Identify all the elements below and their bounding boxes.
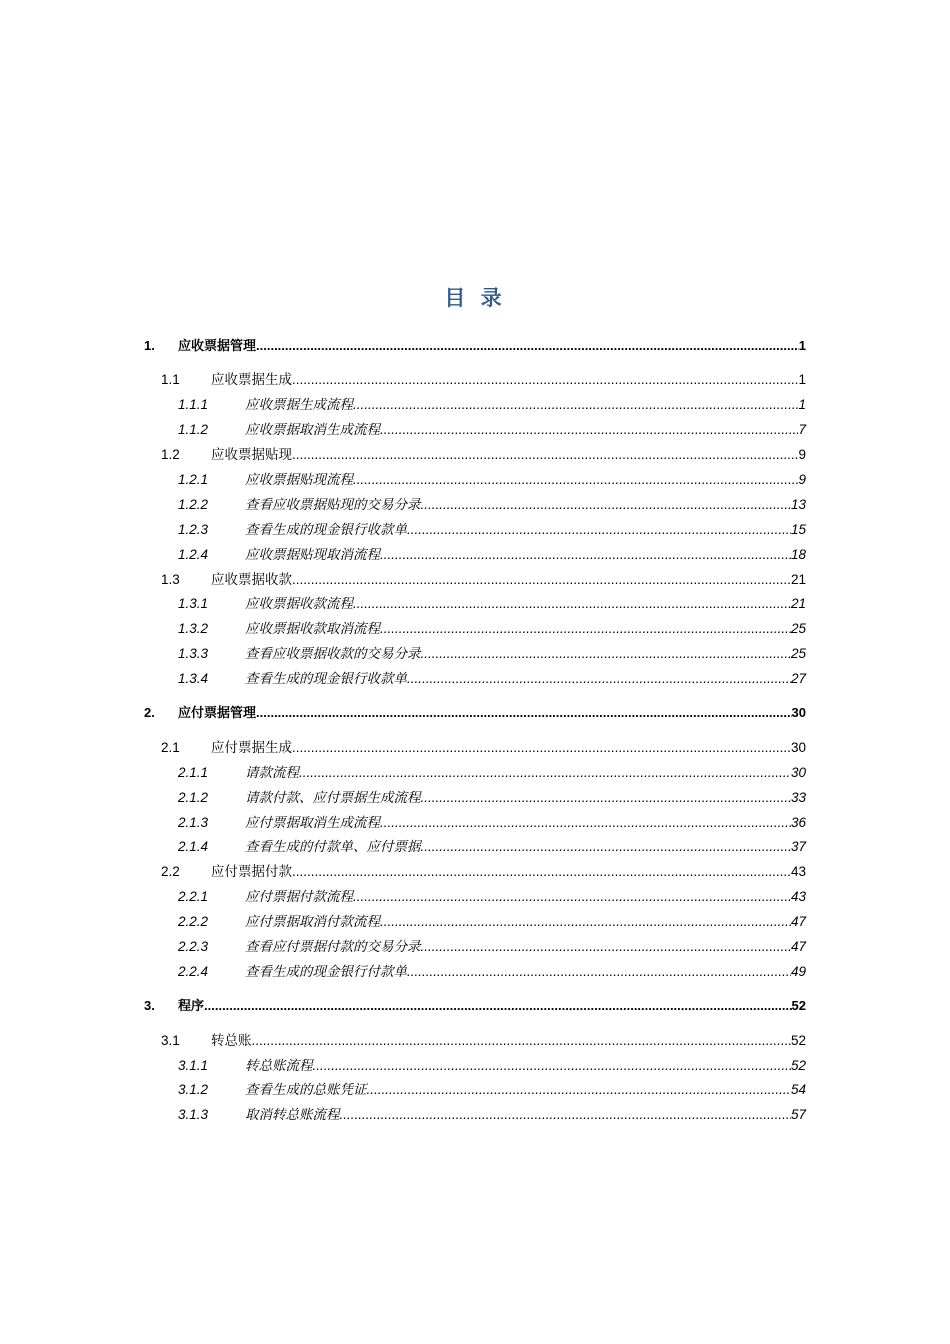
toc-entry-text: 查看生成的总账凭证 (245, 1082, 367, 1098)
toc-entry-1-2-2[interactable] (144, 493, 806, 518)
toc-leader-dots (421, 642, 791, 667)
toc-entry-text: 查看应付票据付款的交易分录 (245, 938, 421, 954)
toc-entry-text: 查看应收票据贴现的交易分录 (245, 496, 421, 512)
toc-entry-number: 3.1 (161, 1032, 180, 1048)
toc-entry-number: 1.2.2 (178, 496, 209, 512)
toc-entry-text: 取消转总账流程 (245, 1107, 340, 1123)
toc-entry-number: 1.1.2 (178, 422, 209, 438)
toc-entry-text: 应收票据贴现流程 (245, 471, 353, 487)
toc-entry-number: 1.1 (161, 372, 180, 388)
toc-entry-number: 1.3.1 (178, 596, 209, 612)
toc-entry-2-1-4[interactable] (144, 835, 806, 860)
toc-entry-text: 应付票据管理 (178, 705, 257, 721)
toc-entry-page: 27 (790, 671, 806, 687)
toc-leader-dots (421, 935, 791, 960)
toc-leader-dots (380, 617, 791, 642)
toc-entry-page: 7 (798, 422, 806, 438)
toc-leader-dots (421, 835, 791, 860)
toc-entry-3-1-1[interactable] (144, 1054, 806, 1079)
toc-entry-1-2-3[interactable] (144, 518, 806, 543)
toc-entry-2-1-2[interactable] (144, 786, 806, 811)
toc-title: 目 录 (444, 285, 506, 310)
toc-entry-page: 52 (790, 1057, 806, 1073)
toc-entry-3-1-2[interactable] (144, 1078, 806, 1103)
toc-entry-text: 应付票据付款 (211, 864, 292, 880)
toc-leader-dots (353, 468, 798, 493)
toc-leader-dots (353, 393, 798, 418)
toc-entry-1[interactable] (144, 334, 806, 359)
toc-entry-2-1[interactable] (144, 736, 806, 761)
toc-leader-dots (380, 811, 791, 836)
toc-entry-text: 应收票据收款 (211, 571, 292, 587)
toc-entry-number: 1.3 (161, 571, 180, 587)
toc-entry-text: 应收票据贴现取消流程 (245, 546, 380, 562)
toc-entry-1-3-3[interactable] (144, 642, 806, 667)
toc-leader-dots (340, 1103, 791, 1128)
toc-entry-2-2-3[interactable] (144, 935, 806, 960)
toc-entry-1-1[interactable] (144, 368, 806, 393)
toc-entry-text: 转总账流程 (245, 1057, 313, 1073)
toc-entry-number: 1.2.4 (178, 546, 209, 562)
toc-leader-dots (256, 701, 792, 726)
toc-leader-dots (313, 1054, 791, 1079)
toc-entry-text: 查看生成的现金银行收款单 (245, 521, 407, 537)
toc-entry-2-2-2[interactable] (144, 910, 806, 935)
toc-entry-text: 程序 (178, 998, 205, 1014)
toc-entry-page: 30 (791, 705, 806, 721)
toc-entry-page: 37 (790, 839, 806, 855)
toc-entry-text: 应付票据生成 (211, 739, 292, 755)
toc-entry-page: 1 (798, 338, 806, 353)
toc-entry-text: 应收票据贴现 (211, 447, 292, 463)
toc-entry-2-1-3[interactable] (144, 811, 806, 836)
toc-entry-page: 15 (790, 521, 806, 537)
toc-entry-number: 2. (144, 705, 155, 721)
toc-entry-text: 转总账 (211, 1032, 252, 1048)
toc-entry-2-1-1[interactable] (144, 761, 806, 786)
toc-entry-page: 9 (798, 447, 806, 463)
toc-entry-3[interactable] (144, 994, 806, 1019)
toc-entry-2[interactable] (144, 701, 806, 726)
toc-entry-text: 应收票据管理 (178, 338, 257, 353)
toc-entry-page: 25 (790, 621, 806, 637)
toc-entry-number: 1.3.2 (178, 621, 209, 637)
toc-entry-text: 查看应收票据收款的交易分录 (245, 646, 421, 662)
toc-leader-dots (380, 418, 798, 443)
toc-leader-dots (407, 960, 791, 985)
toc-leader-dots (353, 885, 791, 910)
toc-entry-number: 2.2.3 (178, 938, 209, 954)
toc-entry-page: 43 (790, 889, 806, 905)
toc-leader-dots (380, 543, 791, 568)
toc-entry-number: 2.2.2 (178, 914, 209, 930)
toc-leader-dots (292, 736, 791, 761)
toc-entry-number: 1.1.1 (178, 397, 209, 413)
toc-entry-page: 30 (790, 739, 806, 755)
toc-entry-text: 应收票据收款流程 (245, 596, 353, 612)
toc-entry-1-1-1[interactable] (144, 393, 806, 418)
toc-entry-2-2[interactable] (144, 860, 806, 885)
toc-entry-1-3[interactable] (144, 568, 806, 593)
toc-entry-number: 2.2.1 (178, 889, 209, 905)
toc-entry-text: 应付票据付款流程 (245, 889, 353, 905)
toc-entry-number: 1. (144, 338, 155, 353)
toc-entry-page: 13 (790, 496, 806, 512)
toc-entry-number: 2.1 (161, 739, 180, 755)
toc-entry-2-2-4[interactable] (144, 960, 806, 985)
toc-entry-text: 查看生成的现金银行收款单 (245, 671, 407, 687)
toc-leader-dots (299, 761, 791, 786)
toc-leader-dots (204, 994, 792, 1019)
toc-leader-dots (292, 368, 798, 393)
toc-entry-text: 应付票据取消付款流程 (245, 914, 380, 930)
toc-entry-page: 57 (790, 1107, 806, 1123)
toc-entry-number: 2.2 (161, 864, 180, 880)
toc-entry-page: 18 (790, 546, 806, 562)
toc-leader-dots (421, 493, 791, 518)
toc-entry-page: 49 (790, 963, 806, 979)
toc-entry-number: 3.1.3 (178, 1107, 209, 1123)
toc-entry-page: 52 (791, 998, 806, 1014)
toc-entry-number: 3.1.2 (178, 1082, 209, 1098)
toc-entry-page: 33 (790, 789, 806, 805)
toc-entry-text: 应付票据取消生成流程 (245, 814, 380, 830)
toc-entry-1-2-4[interactable] (144, 543, 806, 568)
toc-entry-number: 1.3.3 (178, 646, 209, 662)
toc-entry-1-2-1[interactable] (144, 468, 806, 493)
toc-leader-dots (292, 568, 791, 593)
toc-entry-text: 应收票据生成流程 (245, 397, 353, 413)
toc-leader-dots (380, 910, 791, 935)
toc-entry-text: 请款流程 (245, 764, 299, 780)
toc-entry-number: 1.2 (161, 447, 180, 463)
toc-leader-dots (252, 1029, 791, 1054)
toc-leader-dots (367, 1078, 791, 1103)
table-of-contents (144, 334, 806, 1128)
toc-entry-number: 2.2.4 (178, 963, 209, 979)
toc-entry-number: 3.1.1 (178, 1057, 209, 1073)
toc-entry-page: 52 (790, 1032, 806, 1048)
toc-entry-page: 1 (798, 372, 806, 388)
toc-entry-page: 47 (790, 914, 806, 930)
toc-leader-dots (292, 860, 791, 885)
toc-entry-3-1[interactable] (144, 1029, 806, 1054)
toc-entry-number: 1.2.3 (178, 521, 209, 537)
toc-entry-text: 应收票据收款取消流程 (245, 621, 380, 637)
toc-leader-dots (407, 667, 791, 692)
toc-entry-number: 3. (144, 998, 155, 1014)
toc-entry-text: 应收票据取消生成流程 (245, 422, 380, 438)
toc-entry-page: 9 (798, 471, 806, 487)
toc-entry-1-2[interactable] (144, 443, 806, 468)
toc-entry-number: 2.1.3 (178, 814, 209, 830)
toc-leader-dots (407, 518, 791, 543)
toc-entry-number: 2.1.2 (178, 789, 209, 805)
toc-entry-number: 1.3.4 (178, 671, 209, 687)
toc-entry-page: 54 (790, 1082, 806, 1098)
toc-entry-page: 36 (790, 814, 806, 830)
toc-entry-text: 查看生成的现金银行付款单 (245, 963, 407, 979)
toc-leader-dots (292, 443, 798, 468)
toc-entry-text: 请款付款、应付票据生成流程 (245, 789, 421, 805)
toc-entry-1-3-1[interactable] (144, 592, 806, 617)
toc-entry-number: 2.1.4 (178, 839, 209, 855)
toc-leader-dots (353, 592, 791, 617)
toc-entry-page: 47 (790, 938, 806, 954)
toc-entry-number: 2.1.1 (178, 764, 209, 780)
toc-entry-1-1-2[interactable] (144, 418, 806, 443)
toc-entry-page: 1 (798, 397, 806, 413)
toc-entry-number: 1.2.1 (178, 471, 209, 487)
toc-entry-text: 应收票据生成 (211, 372, 292, 388)
toc-entry-1-3-2[interactable] (144, 617, 806, 642)
toc-entry-page: 21 (790, 596, 806, 612)
toc-entry-page: 25 (790, 646, 806, 662)
toc-entry-page: 43 (790, 864, 806, 880)
toc-entry-2-2-1[interactable] (144, 885, 806, 910)
toc-entry-page: 21 (790, 571, 806, 587)
toc-entry-page: 30 (790, 764, 806, 780)
toc-entry-1-3-4[interactable] (144, 667, 806, 692)
toc-entry-text: 查看生成的付款单、应付票据 (245, 839, 421, 855)
toc-leader-dots (256, 334, 799, 359)
toc-leader-dots (421, 786, 791, 811)
toc-entry-3-1-3[interactable] (144, 1103, 806, 1128)
